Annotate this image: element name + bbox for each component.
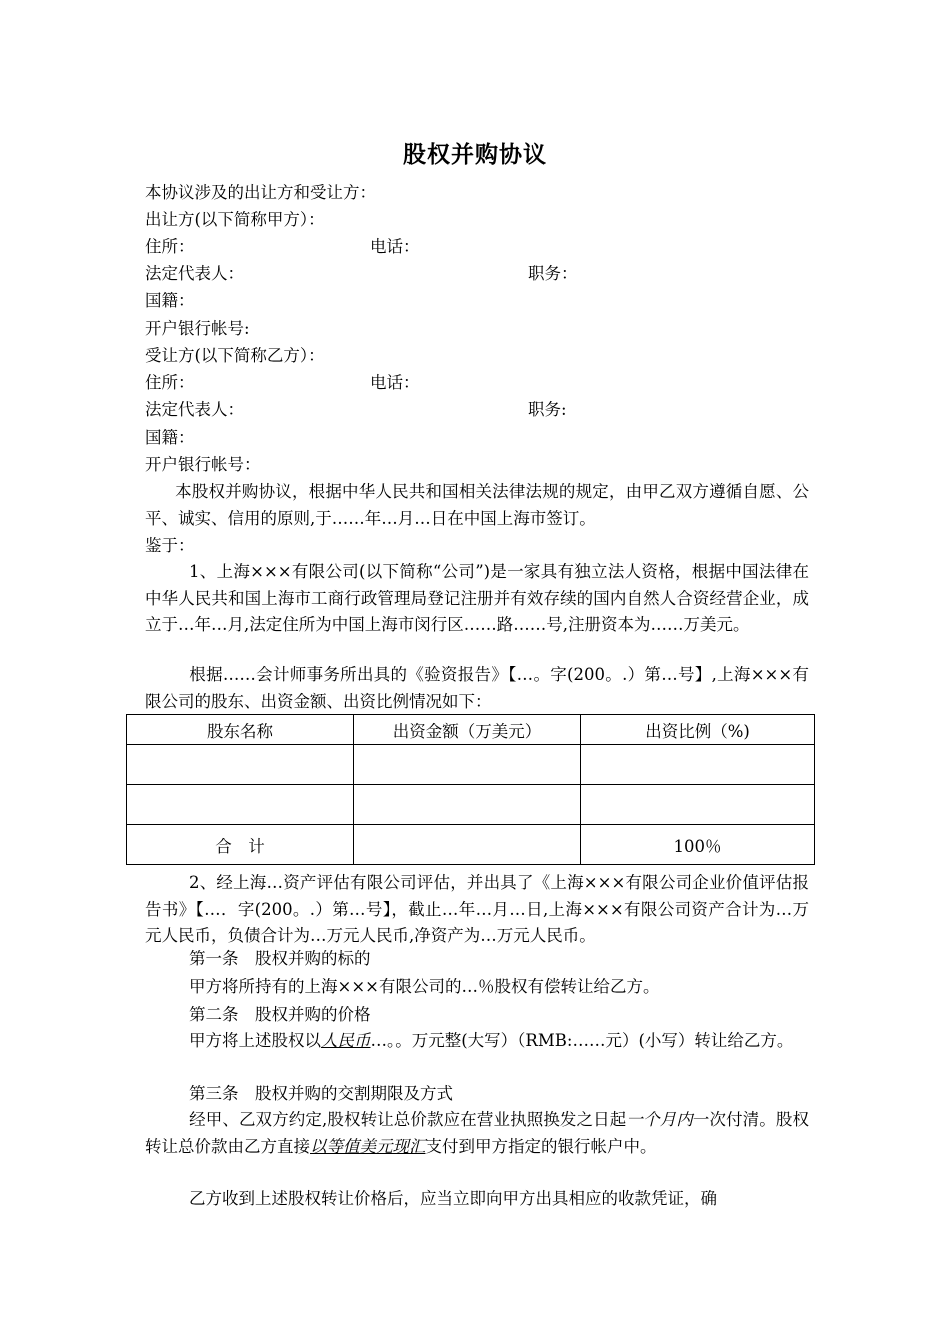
header-shareholder-name: 股东名称: [127, 715, 354, 745]
table-cell: [581, 745, 815, 785]
table-cell: [354, 785, 581, 825]
table-cell: [127, 745, 354, 785]
article-3-body-2: 乙方收到上述股权转让价格后，应当立即向甲方出具相应的收款凭证，确: [189, 1189, 717, 1208]
clause-1-paragraph: 1、上海×××有限公司(以下简称“公司”)是一家具有独立法人资格，根据中国法律在中华人民共和国上海市工商行政管理局登记注册并有效存续的国内自然人合资经营企业，成立于…年…月,法定住所为中国上海市闵行区……路……号,注册资本为……万美元。: [145, 562, 809, 634]
table-cell: [581, 785, 815, 825]
period-italic: 一个月内: [626, 1110, 693, 1129]
party-b-rep-label: 法定代表人：: [145, 400, 244, 419]
article-2-title: 第二条 股权并购的价格: [189, 1005, 371, 1024]
total-label: 合 计: [127, 825, 354, 865]
party-a-heading: 出让方(以下简称甲方）：: [145, 210, 325, 229]
party-a-position-label: 职务：: [528, 264, 578, 283]
party-b-bank-label: 开户银行帐号：: [145, 455, 261, 474]
table-cell: [354, 745, 581, 785]
total-ratio: 100％: [581, 825, 815, 865]
article-3-title: 第三条 股权并购的交割期限及方式: [189, 1084, 453, 1103]
party-b-position-label: 职务:: [528, 400, 567, 419]
party-a-bank-label: 开户银行帐号:: [145, 319, 250, 338]
article-2-body: 甲方将上述股权以人民币…。。万元整(大写）（RMB:……元）(小写）转让给乙方。: [189, 1031, 794, 1050]
clause-2-paragraph: 2、经上海…资产评估有限公司评估，并出具了《上海×××有限公司企业价值评估报告书》【…．字(200。.）第…号】，截止…年…月…日,上海×××有限公司资产合计为…万元人民币，负债合计为…万元人民币,净资产为…万元人民币。: [145, 873, 809, 945]
party-b-heading: 受让方(以下简称乙方）：: [145, 346, 325, 365]
currency-underlined: 人民币: [321, 1031, 371, 1050]
article-1-title: 第一条 股权并购的标的: [189, 949, 371, 968]
party-a-nationality-label: 国籍：: [145, 291, 195, 310]
table-cell: [127, 785, 354, 825]
whereas-label: 鉴于：: [145, 536, 195, 555]
table-header-row: [127, 715, 815, 745]
article-1-body: 甲方将所持有的上海×××有限公司的…％股权有偿转让给乙方。: [189, 977, 660, 996]
shareholder-table: [126, 714, 815, 865]
article-3-body: 经甲、乙双方约定,股权转让总价款应在营业执照换发之日起一个月内一次付清。股权转让总价款由乙方直接以等值美元现汇支付到甲方指定的银行帐户中。: [145, 1110, 810, 1156]
total-amount: [354, 825, 581, 865]
party-a-rep-label: 法定代表人：: [145, 264, 244, 283]
table-total-row: [127, 825, 815, 865]
party-a-phone-label: 电话：: [370, 237, 420, 256]
intro-line: 本协议涉及的出让方和受让方：: [145, 183, 376, 202]
preamble-paragraph: 本股权并购协议，根据中华人民共和国相关法律法规的规定，由甲乙双方遵循自愿、公平、诚实、信用的原则,于……年…月…日在中国上海市签订。: [145, 482, 809, 528]
party-a-address-label: 住所：: [145, 237, 195, 256]
document-title: 股权并购协议: [403, 142, 547, 168]
party-b-address-label: 住所：: [145, 373, 195, 392]
party-b-nationality-label: 国籍：: [145, 428, 195, 447]
header-contribution-amount: 出资金额（万美元）: [354, 715, 581, 745]
party-b-phone-label: 电话：: [370, 373, 420, 392]
clause-1b-paragraph: 根据……会计师事务所出具的《验资报告》【…。字(200。.）第…号】,上海×××有限公司的股东、出资金额、出资比例情况如下：: [145, 665, 809, 711]
header-contribution-ratio: 出资比例（%): [581, 715, 815, 745]
table-row: [127, 785, 815, 825]
table-row: [127, 745, 815, 785]
payment-currency-underlined: 以等值美元现汇: [310, 1136, 426, 1156]
